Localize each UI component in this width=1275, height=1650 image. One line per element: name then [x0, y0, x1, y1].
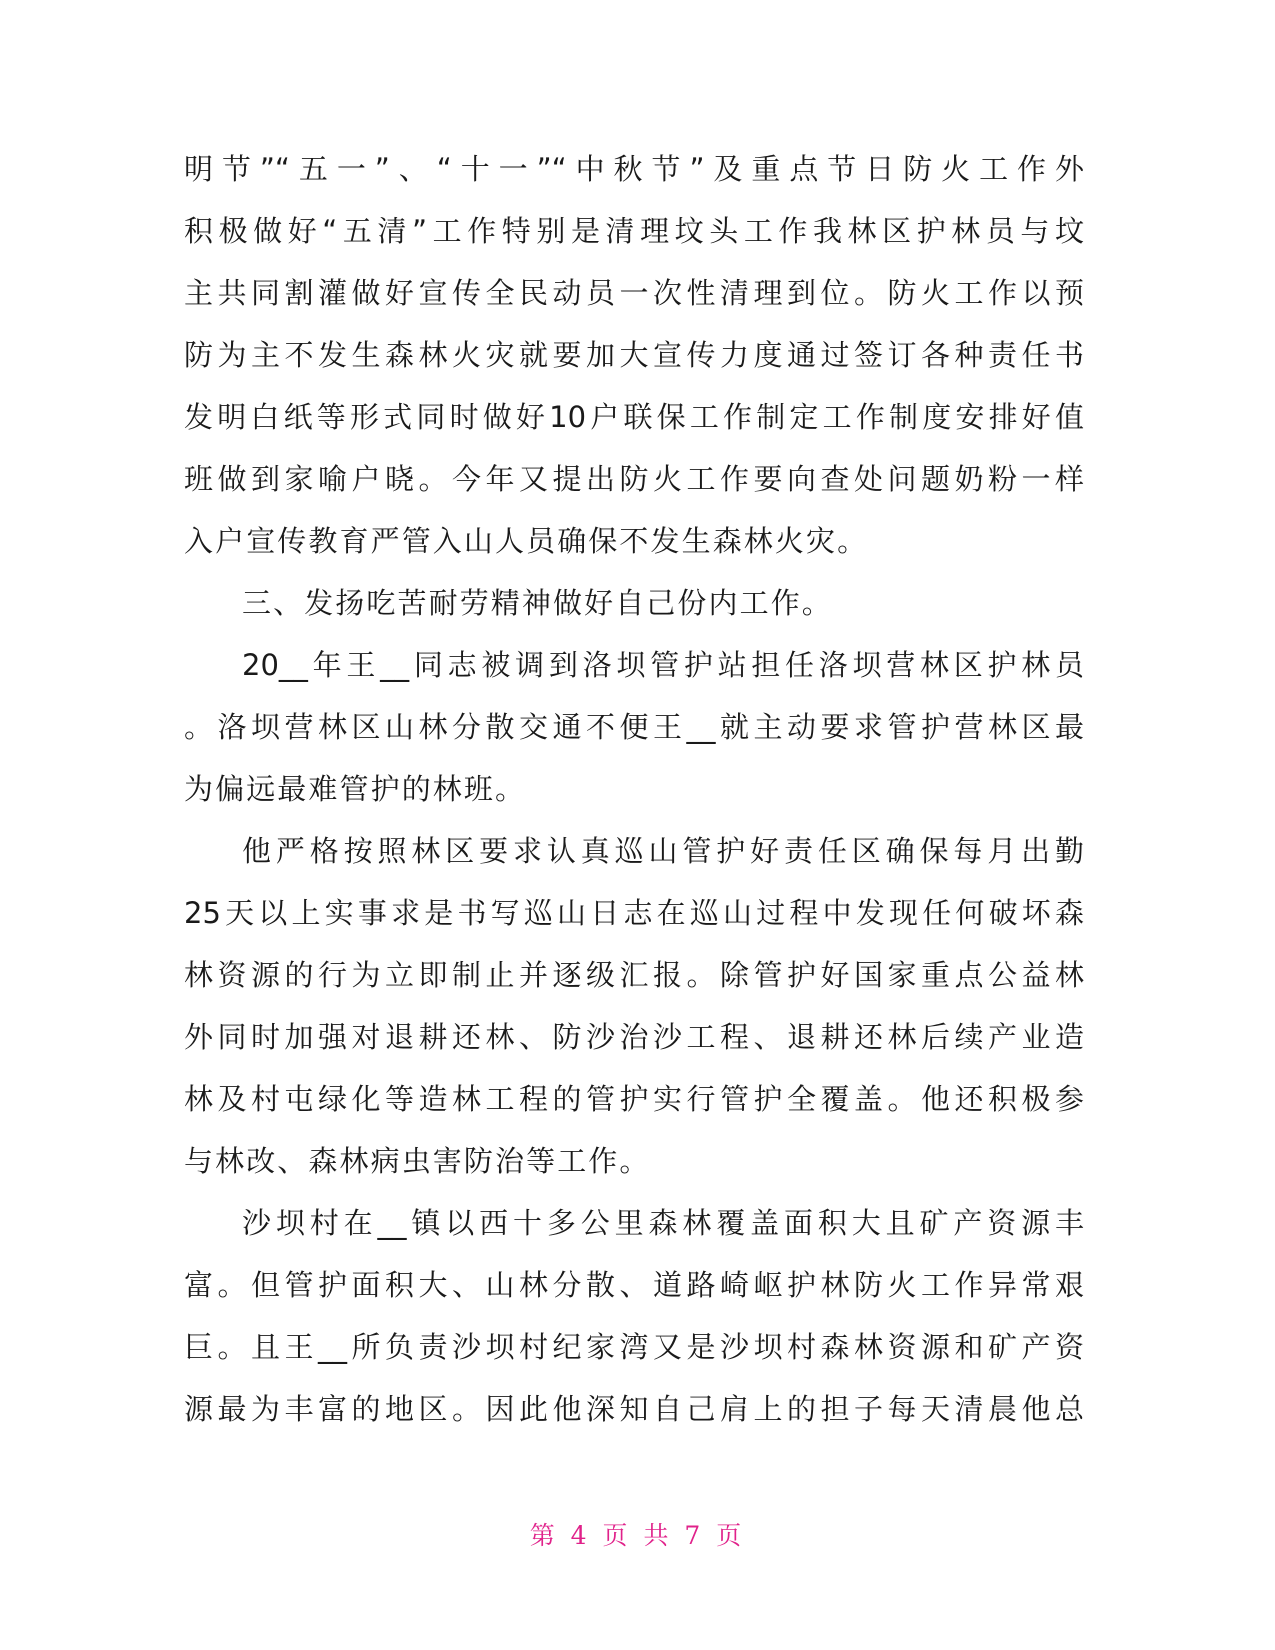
text-line: 积极做好“五清”工作特别是清理坟头工作我林区护林员与坟	[184, 214, 1084, 248]
page-number-footer: 第 4 页 共 7 页	[529, 1521, 746, 1550]
text-line: 25天以上实事求是书写巡山日志在巡山过程中发现任何破坏森	[184, 896, 1084, 930]
text-line: 林资源的行为立即制止并逐级汇报。除管护好国家重点公益林	[184, 958, 1084, 992]
text-line: 沙坝村在__镇以西十多公里森林覆盖面积大且矿产资源丰	[242, 1206, 1084, 1240]
text-line: 林及村屯绿化等造林工程的管护实行管护全覆盖。他还积极参	[184, 1082, 1084, 1116]
text-line: 巨。且王__所负责沙坝村纪家湾又是沙坝村森林资源和矿产资	[184, 1330, 1084, 1364]
body-text	[184, 138, 1084, 1440]
text-line: 班做到家喻户晓。今年又提出防火工作要向查处问题奶粉一样	[184, 462, 1084, 496]
text-line: 20__年王__同志被调到洛坝管护站担任洛坝营林区护林员	[242, 648, 1084, 682]
text-line: 明节”“五一”、“十一”“中秋节”及重点节日防火工作外	[184, 152, 1084, 186]
text-line: 为偏远最难管护的林班。	[184, 772, 527, 806]
text-line: 。洛坝营林区山林分散交通不便王__就主动要求管护营林区最	[184, 710, 1084, 744]
text-line: 防为主不发生森林火灾就要加大宣传力度通过签订各种责任书	[184, 338, 1084, 372]
text-line: 他严格按照林区要求认真巡山管护好责任区确保每月出勤	[242, 834, 1084, 868]
text-line: 与林改、森林病虫害防治等工作。	[184, 1144, 651, 1178]
text-line: 源最为丰富的地区。因此他深知自己肩上的担子每天清晨他总	[184, 1392, 1084, 1426]
text-line: 富。但管护面积大、山林分散、道路崎岖护林防火工作异常艰	[184, 1268, 1084, 1302]
section-heading: 三、发扬吃苦耐劳精神做好自己份内工作。	[242, 586, 833, 620]
text-line: 主共同割灌做好宣传全民动员一次性清理到位。防火工作以预	[184, 276, 1084, 310]
text-line: 发明白纸等形式同时做好10户联保工作制定工作制度安排好值	[184, 400, 1084, 434]
text-line: 入户宣传教育严管入山人员确保不发生森林火灾。	[184, 524, 869, 558]
text-line: 外同时加强对退耕还林、防沙治沙工程、退耕还林后续产业造	[184, 1020, 1084, 1054]
